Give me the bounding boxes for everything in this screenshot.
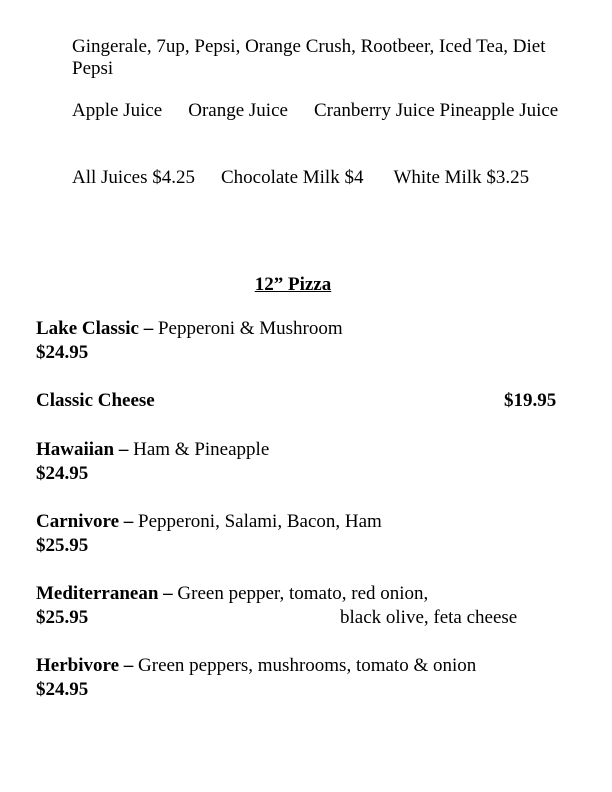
pizza-section-title: 12” Pizza — [254, 274, 332, 295]
pizza-name: Carnivore — [36, 511, 120, 532]
pizza-price: $24.95 — [36, 679, 89, 700]
name-separator: – — [158, 583, 178, 604]
pizza-item-herbivore — [36, 654, 476, 678]
name-separator: – — [119, 655, 139, 676]
pizza-name: Mediterranean — [36, 583, 159, 604]
juice-orange: Orange Juice — [188, 100, 288, 121]
price-juices: All Juices $4.25 — [72, 167, 195, 188]
pizza-price: $24.95 — [36, 463, 89, 484]
pizza-price: $25.95 — [36, 535, 89, 556]
juice-list — [72, 100, 572, 122]
price-chocolate-milk: Chocolate Milk $4 — [220, 167, 364, 188]
juice-cranberry: Cranberry Juice — [313, 100, 435, 121]
pizza-description: Green peppers, mushrooms, tomato & onion — [138, 655, 477, 676]
pizza-price: $24.95 — [36, 342, 89, 363]
pizza-price: $25.95 — [36, 607, 89, 628]
pizza-description: Ham & Pineapple — [133, 439, 270, 460]
pizza-name: Herbivore — [36, 655, 120, 676]
pizza-name: Classic Cheese — [36, 390, 155, 411]
pizza-name: Lake Classic — [36, 318, 139, 339]
pizza-item-classic-cheese — [36, 389, 155, 413]
pizza-description-continued: black olive, feta cheese — [340, 607, 518, 628]
pizza-description: Pepperoni & Mushroom — [157, 318, 343, 339]
pizza-item-carnivore — [36, 510, 382, 534]
soda-list: Gingerale, 7up, Pepsi, Orange Crush, Rootbeer, Iced Tea, Diet Pepsi — [72, 36, 546, 79]
pizza-item-mediterranean — [36, 582, 428, 606]
juice-apple: Apple Juice — [72, 100, 163, 121]
name-separator: – — [119, 511, 139, 532]
pizza-price: $19.95 — [504, 390, 557, 411]
name-separator: – — [114, 439, 134, 460]
drink-prices — [72, 167, 572, 189]
pizza-description: Pepperoni, Salami, Bacon, Ham — [138, 511, 382, 532]
pizza-name: Hawaiian — [36, 439, 115, 460]
juice-pineapple: Pineapple Juice — [439, 100, 559, 121]
price-white-milk: White Milk $3.25 — [393, 167, 530, 188]
pizza-description: Green pepper, tomato, red onion, — [177, 583, 429, 604]
name-separator: – — [138, 318, 158, 339]
pizza-item-lake-classic — [36, 317, 343, 341]
pizza-item-hawaiian — [36, 438, 269, 462]
